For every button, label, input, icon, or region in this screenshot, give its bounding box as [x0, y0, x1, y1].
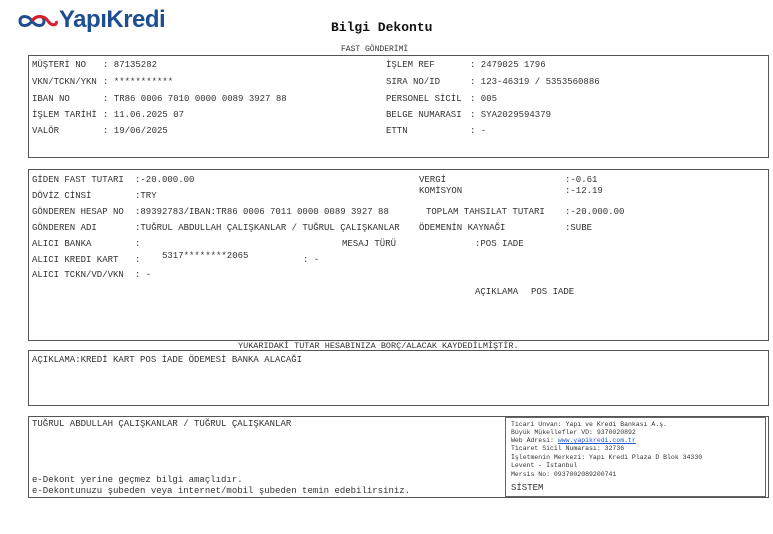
- toplam-label: TOPLAM TAHSILAT TUTARI: [426, 207, 545, 217]
- disclaimer-line-1: e-Dekont yerine geçmez bilgi amaçlıdır.: [32, 475, 243, 485]
- vergi-label: VERGİ: [419, 175, 447, 185]
- aciklama-value: POS IADE: [531, 287, 575, 297]
- alici-tckn-label: ALICI TCKN/VD/VKN: [32, 270, 124, 280]
- bank-web-label: Web Adresi:: [511, 437, 558, 444]
- musteri-no-label: MÜŞTERİ NO: [32, 60, 87, 70]
- valor-label: VALÖR: [32, 126, 60, 136]
- bank-merkez-2: Levent - İstanbul: [511, 462, 578, 469]
- alici-kredi-extra: : -: [303, 255, 320, 265]
- alici-banka-label: ALICI BANKA: [32, 239, 92, 249]
- gonderen-hesap-label: GÖNDEREN HESAP NO: [32, 207, 124, 217]
- mesaj-turu-label: MESAJ TÜRÜ: [342, 239, 397, 249]
- odeme-kaynagi-value: :SUBE: [565, 223, 593, 233]
- ettn-label: ETTN: [386, 126, 408, 136]
- belge-label: BELGE NUMARASI: [386, 110, 462, 120]
- mesaj-turu-value: :POS IADE: [475, 239, 524, 249]
- alici-kredi-label: ALICI KREDI KART: [32, 255, 119, 265]
- sira-no-label: SIRA NO/ID: [386, 77, 441, 87]
- alici-kredi-sep: :: [135, 255, 141, 265]
- islem-ref-label: İŞLEM REF: [386, 60, 435, 70]
- personel-label: PERSONEL SİCİL: [386, 94, 462, 104]
- document-title: Bilgi Dekontu: [331, 20, 433, 35]
- iban-value: : TR86 0006 7010 0000 0089 3927 88: [103, 94, 287, 104]
- alici-tckn-value: : -: [135, 270, 152, 280]
- alici-kredi-value: 5317********2065: [162, 251, 249, 261]
- bank-sicil: Ticaret Sicil Numarası: 32736: [511, 445, 625, 452]
- islem-tarihi-value: : 11.06.2025 07: [103, 110, 185, 120]
- vkn-label: VKN/TCKN/YKN: [32, 77, 97, 87]
- bank-web-link[interactable]: www.yapikredi.com.tr: [557, 437, 636, 444]
- brand-logo-text: YapıKredi: [59, 6, 166, 33]
- islem-tarihi-label: İŞLEM TARİHİ: [32, 110, 97, 120]
- brand-logo-icon: [18, 12, 58, 35]
- giden-value: :-20.000.00: [135, 175, 195, 185]
- debit-notice: YUKARIDAKİ TUTAR HESABINIZA BORÇ/ALACAK KAYDEDİLMİŞTİR.: [238, 341, 519, 351]
- bank-mersis: Mersis No: 0937002089200741: [511, 471, 617, 478]
- sira-no-value: : 123-46319 / 5353560886: [470, 77, 600, 87]
- gonderen-hesap-value: :89392783/IBAN:TR86 0006 7011 0000 0089 3927 88: [135, 207, 389, 217]
- iban-label: IBAN NO: [32, 94, 70, 104]
- toplam-value: :-20.000.00: [565, 207, 625, 217]
- islem-ref-value: : 2479025 1796: [470, 60, 546, 70]
- personel-value: : 005: [470, 94, 498, 104]
- account-holder: TUĞRUL ABDULLAH ÇALIŞKANLAR / TUĞRUL ÇALIŞKANLAR: [32, 419, 292, 429]
- doviz-label: DÖVİZ CİNSİ: [32, 191, 92, 201]
- disclaimer-line-2: e-Dekontunuzu şubeden veya internet/mobil şubeden temin edebilirsiniz.: [32, 486, 411, 496]
- section-title: FAST GÖNDERİMİ: [341, 45, 409, 54]
- vergi-value: :-0.61: [565, 175, 598, 185]
- ettn-value: : -: [470, 126, 487, 136]
- belge-value: : SYA2029594379: [470, 110, 552, 120]
- komisyon-label: KOMİSYON: [419, 186, 463, 196]
- vkn-value: : ***********: [103, 77, 174, 87]
- bank-vd: Büyük Mükellefler VD: 9370020892: [511, 429, 636, 436]
- aciklama-label: AÇIKLAMA: [475, 287, 519, 297]
- gonderen-adi-label: GÖNDEREN ADI: [32, 223, 97, 233]
- description-text: AÇIKLAMA:KREDİ KART POS İADE ÖDEMESİ BANKA ALACAĞI: [32, 355, 303, 365]
- bank-sistem: SİSTEM: [511, 483, 544, 493]
- gonderen-adi-value: :TUĞRUL ABDULLAH ÇALIŞKANLAR / TUĞRUL ÇALIŞKANLAR: [135, 223, 400, 233]
- valor-value: : 19/06/2025: [103, 126, 168, 136]
- bank-unvan: Ticari Unvan: Yapı ve Kredi Bankası A.ş.: [511, 421, 668, 428]
- komisyon-value: :-12.19: [565, 186, 603, 196]
- alici-banka-value: :: [135, 239, 141, 249]
- giden-label: GİDEN FAST TUTARI: [32, 175, 124, 185]
- bank-merkez-1: İşletmenin Merkezi: Yapı Kredi Plaza D Blok 34330: [511, 454, 703, 461]
- musteri-no-value: : 87135282: [103, 60, 158, 70]
- doviz-value: :TRY: [135, 191, 157, 201]
- odeme-kaynagi-label: ÖDEMENİN KAYNAĞI: [419, 223, 506, 233]
